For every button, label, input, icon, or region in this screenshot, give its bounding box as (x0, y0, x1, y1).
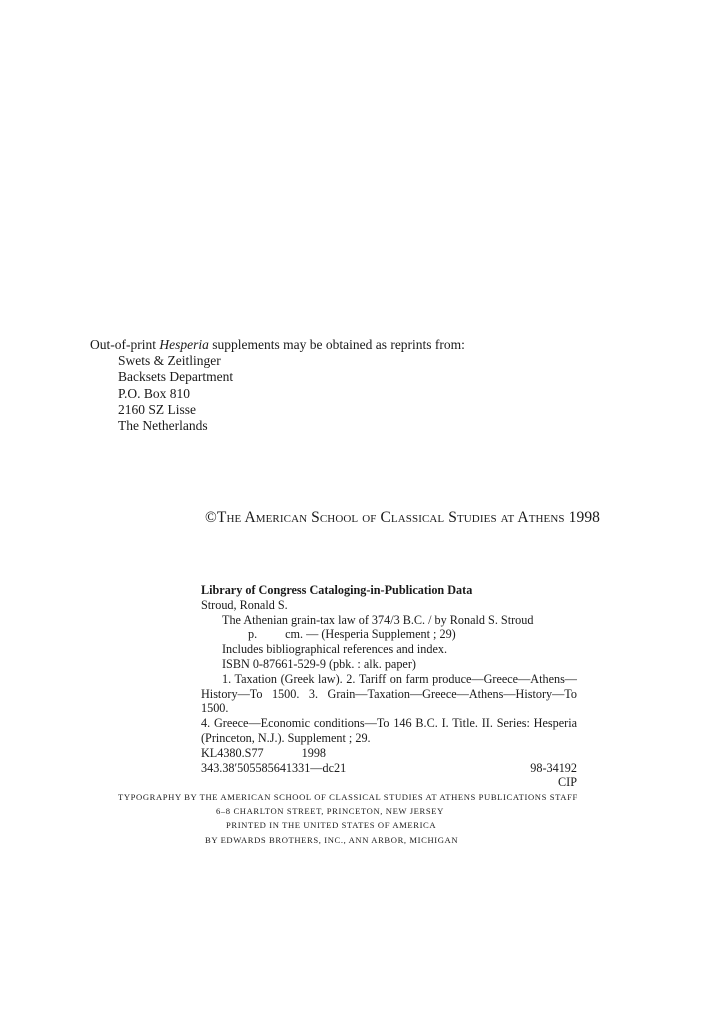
cip-title: The Athenian grain-tax law of 374/3 B.C. / by Ronald S. Stroud (222, 612, 534, 627)
cip-call-number-row (201, 746, 577, 761)
colophon-printer: BY EDWARDS BROTHERS, INC., ANN ARBOR, MICHIGAN (205, 834, 459, 845)
cip-isbn: ISBN 0-87661-529-9 (pbk. : alk. paper) (222, 656, 416, 671)
cip-subjects-3: 4. Greece—Economic conditions—To 146 B.C. I. Title. II. Series: Hesperia (201, 716, 577, 731)
cip-pages: p. (248, 627, 258, 642)
cip-series-note: cm. — (Hesperia Supplement ; 29) (285, 627, 456, 642)
cip-collation (201, 627, 577, 642)
cip-subjects-2: History—To 1500. 3. Grain—Taxation—Greece—Athens—History—To 1500. (201, 686, 577, 716)
reprints-intro (90, 337, 465, 353)
colophon-typography: TYPOGRAPHY BY THE AMERICAN SCHOOL OF CLASSICAL STUDIES AT ATHENS PUBLICATIONS STAFF (118, 792, 578, 802)
copyright-notice (205, 509, 600, 527)
cip-label: CIP (558, 775, 577, 790)
colophon-address: 6–8 CHARLTON STREET, PRINCETON, NEW JERSEY (216, 806, 444, 817)
address-line-country: The Netherlands (118, 418, 208, 434)
cip-dewey-row (201, 761, 577, 776)
cip-subjects-1: 1. Taxation (Greek law). 2. Tariff on farm produce—Greece—Athens— (222, 671, 577, 686)
cip-author: Stroud, Ronald S. (201, 597, 288, 612)
cip-heading: Library of Congress Cataloging-in-Publication Data (201, 583, 473, 597)
copyright-symbol: © (205, 509, 217, 526)
cip-call-year: 1998 (301, 745, 327, 760)
colophon-printed: PRINTED IN THE UNITED STATES OF AMERICA (226, 820, 437, 831)
address-line-publisher: Swets & Zeitlinger (118, 353, 221, 369)
cip-lccn: 98-34192 (530, 760, 577, 775)
cip-call-number: KL4380.S77 (201, 745, 264, 760)
cip-dewey: 343.38′505585641331—dc21 (201, 760, 347, 775)
copyright-holder: The American School of Classical Studies at Athens (216, 509, 565, 526)
reprints-notice (90, 337, 465, 434)
address-line-department: Backsets Department (118, 369, 234, 385)
reprints-intro-text-end: supplements may be obtained as reprints from: (208, 337, 465, 352)
cip-bibliography: Includes bibliographical references and index. (222, 642, 448, 657)
address-line-po-box: P.O. Box 810 (118, 385, 191, 401)
cip-subjects-4: (Princeton, N.J.). Supplement ; 29. (201, 730, 371, 745)
journal-name: Hesperia (159, 337, 209, 352)
colophon (0, 790, 640, 847)
cip-block (201, 583, 577, 790)
copyright-year: 1998 (568, 509, 601, 526)
address-line-postcode: 2160 SZ Lisse (118, 401, 197, 417)
reprints-intro-text: Out-of-print (90, 337, 160, 352)
